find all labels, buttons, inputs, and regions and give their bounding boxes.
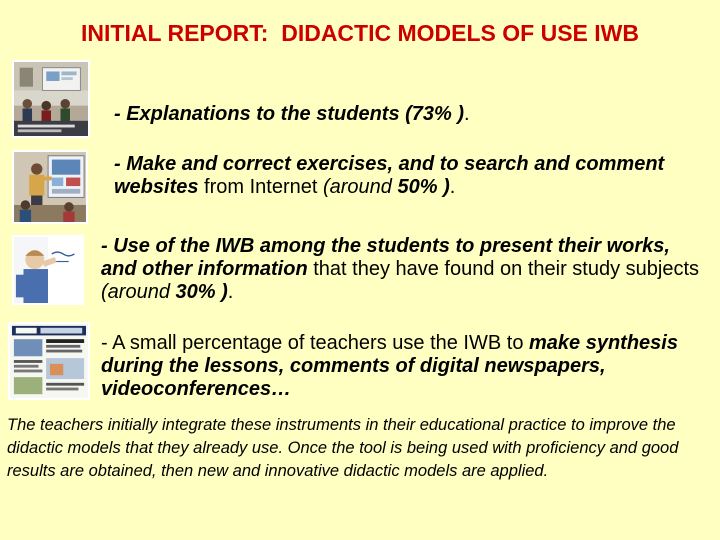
classroom-photo-graphic bbox=[14, 62, 88, 136]
footer-paragraph: The teachers initially integrate these instruments in their educational practice to improve the didactic models that they already use. Once the tool is being used with proficiency and good results are obtained, then new and innovative didactic models are applied. bbox=[7, 416, 679, 480]
report-item-exercises bbox=[114, 153, 714, 199]
item-text: - A small percentage of teachers use the IWB to bbox=[101, 332, 529, 354]
item-text-emphasis: - Make and correct exercises, and to search and comment websites bbox=[114, 153, 665, 198]
item-text-emphasis: 30% ) bbox=[175, 281, 228, 303]
teacher-at-board-photo bbox=[12, 150, 88, 224]
report-item-explanations bbox=[114, 103, 714, 126]
student-writing-photo-graphic bbox=[14, 237, 82, 303]
teacher-at-board-photo-graphic bbox=[14, 152, 86, 222]
newspaper-photo-graphic bbox=[10, 324, 88, 398]
item-text-emphasis: - Explanations to the students (73% ) bbox=[114, 103, 465, 125]
item-text-italic: (around bbox=[322, 176, 398, 198]
item-text-italic: (around bbox=[101, 281, 176, 303]
page-title: INITIAL REPORT: DIDACTIC MODELS OF USE IWB bbox=[81, 20, 639, 46]
classroom-photo bbox=[12, 60, 90, 138]
item-text: . bbox=[464, 103, 470, 125]
report-item-synthesis bbox=[101, 332, 701, 401]
report-item-student-use bbox=[101, 235, 711, 304]
item-text-emphasis: - Use of the IWB among the students to present their works, and other information bbox=[101, 235, 670, 280]
item-text: . bbox=[449, 176, 456, 198]
student-writing-photo bbox=[12, 235, 84, 305]
item-text-emphasis: 50% ) bbox=[397, 176, 450, 198]
item-text: from Internet bbox=[198, 176, 323, 198]
item-text: . bbox=[227, 281, 234, 303]
item-text: that they have found on their study subjects bbox=[307, 258, 700, 280]
newspaper-photo bbox=[8, 322, 90, 400]
item-text-emphasis: make synthesis during the lessons, comments of digital newspapers, videoconferences… bbox=[101, 332, 678, 400]
